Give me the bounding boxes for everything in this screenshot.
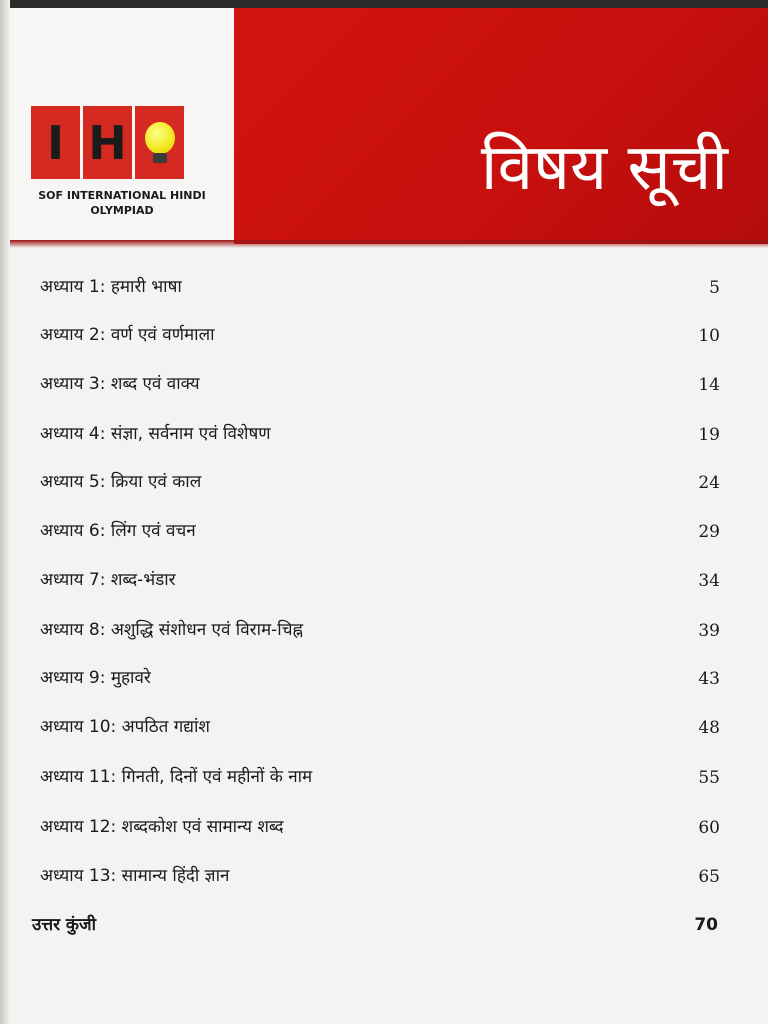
chapter-title: अध्याय 3: शब्द एवं वाक्य [40,374,200,394]
chapter-page-number: 5 [709,278,720,298]
chapter-page-number: 55 [698,768,720,788]
toc-row[interactable] [0,421,768,451]
toc-row[interactable] [0,617,768,647]
logo-caption-line1: SOF INTERNATIONAL HINDI [38,189,206,202]
chapter-title: अध्याय 8: अशुद्धि संशोधन एवं विराम-चिह्न [40,620,304,640]
chapter-page-number: 60 [698,818,720,838]
chapter-title: अध्याय 5: क्रिया एवं काल [40,472,202,492]
chapter-page-number: 43 [698,669,720,689]
answer-key-page-number: 70 [694,915,718,935]
chapter-title: अध्याय 1: हमारी भाषा [40,277,182,297]
chapter-page-number: 10 [698,326,720,346]
chapter-title: अध्याय 6: लिंग एवं वचन [40,521,196,541]
toc-row[interactable] [0,714,768,744]
answer-key-row[interactable] [0,912,768,942]
answer-key-title: उत्तर कुंजी [32,915,97,935]
chapter-title: अध्याय 11: गिनती, दिनों एवं महीनों के नाम [40,767,313,787]
toc-row[interactable] [0,863,768,893]
chapter-page-number: 19 [698,425,720,445]
banner-shadow [10,240,768,248]
logo-caption-line2: OLYMPIAD [90,204,154,217]
toc-row[interactable] [0,665,768,695]
toc-row[interactable] [0,371,768,401]
chapter-title: अध्याय 13: सामान्य हिंदी ज्ञान [40,866,230,886]
chapter-title: अध्याय 10: अपठित गद्यांश [40,717,210,737]
toc-row[interactable] [0,274,768,304]
chapter-page-number: 48 [698,718,720,738]
chapter-page-number: 29 [698,522,720,542]
toc-row[interactable] [0,567,768,597]
iho-logo [31,106,184,179]
toc-row[interactable] [0,518,768,548]
chapter-title: अध्याय 2: वर्ण एवं वर्णमाला [40,325,215,345]
lightbulb-icon [143,120,177,166]
chapter-page-number: 34 [698,571,720,591]
chapter-title: अध्याय 12: शब्दकोश एवं सामान्य शब्द [40,817,284,837]
logo-caption [22,188,222,218]
logo-letter-h: H [83,106,132,179]
toc-row[interactable] [0,469,768,499]
toc-row[interactable] [0,764,768,794]
page-title: विषय सूची [480,131,728,205]
chapter-page-number: 24 [698,473,720,493]
top-dark-strip [0,0,768,8]
chapter-page-number: 65 [698,867,720,887]
logo-letter-o-bulb [135,106,184,179]
chapter-page-number: 39 [698,621,720,641]
toc-row[interactable] [0,814,768,844]
title-banner [234,8,768,244]
chapter-page-number: 14 [698,375,720,395]
toc-row[interactable] [0,322,768,352]
logo-letter-i: I [31,106,80,179]
chapter-title: अध्याय 9: मुहावरे [40,668,151,688]
chapter-title: अध्याय 7: शब्द-भंडार [40,570,176,590]
chapter-title: अध्याय 4: संज्ञा, सर्वनाम एवं विशेषण [40,424,271,444]
